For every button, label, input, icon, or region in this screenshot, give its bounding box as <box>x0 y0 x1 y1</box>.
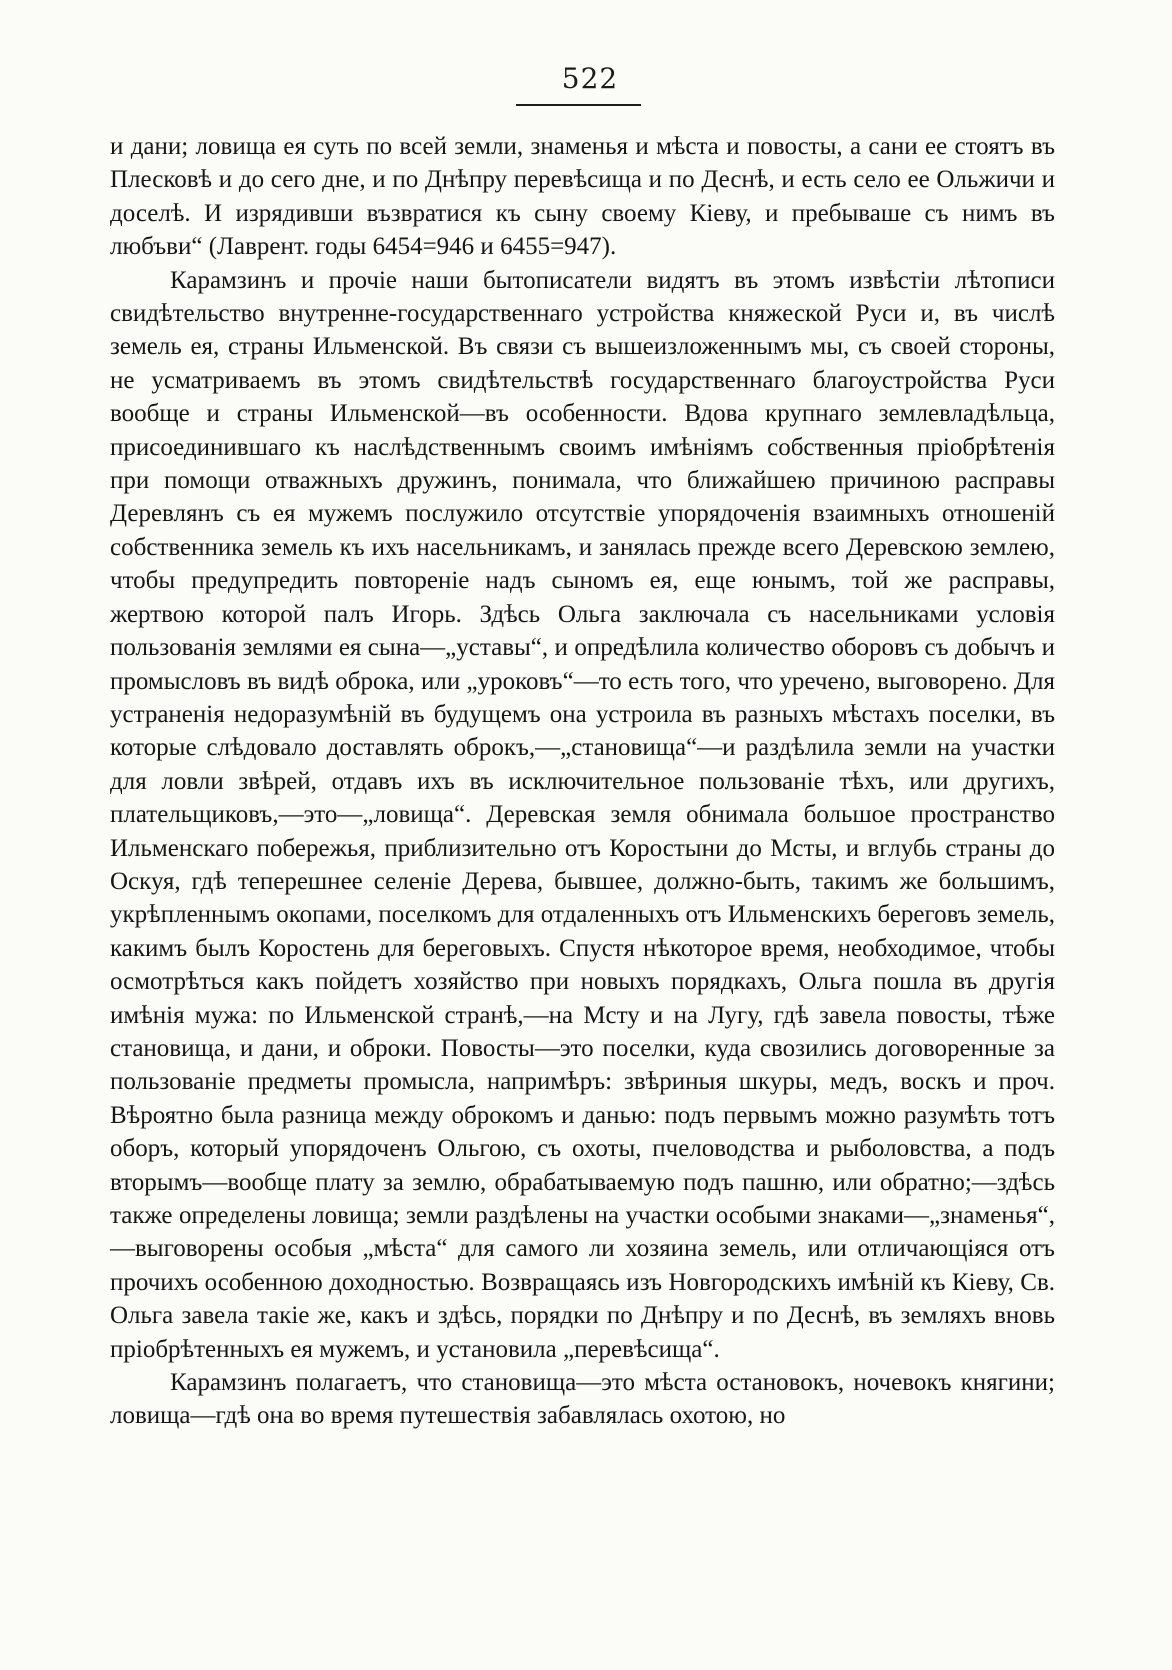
paragraph-karamzin-opinion: Карамзинъ полагаетъ, что становища—это мѣста остановокъ, ночевокъ княгини; ловища—гдѣ она во время путешествія забавлялась охотою, но <box>110 1369 1055 1430</box>
body-text <box>110 130 1055 1433</box>
paragraph-continuation: и дани; ловища ея суть по всей земли, знаменья и мѣста и повосты, а сани ее стоятъ въ Плесковѣ и до сего дне, и по Днѣпру перевѣсища и по Деснѣ, и есть село ее Ольжичи и доселѣ. И изрядивши възвратися къ сыну своему Кіеву, и пребываше съ нимъ въ любъви“ (Лаврент. годы 6454=946 и 6455=947). <box>110 133 1055 261</box>
header-rule <box>516 104 641 106</box>
page-header <box>0 62 1172 95</box>
paragraph-karamzin-view: Карамзинъ и прочіе наши бытописатели видятъ въ этомъ извѣстіи лѣтописи свидѣтельство внутренне-государственнаго устройства княжеской Руси и, въ числѣ земель ея, страны Ильменской. Въ связи съ вышеизложеннымъ мы, съ своей стороны, не усматриваемъ въ этомъ свидѣтельствѣ государственнаго благоустройства Руси вообще и страны Ильменской—въ особенности. Вдова крупнаго землевладѣльца, присоединившаго къ наслѣдственнымъ своимъ имѣніямъ собственныя пріобрѣтенія при помощи отважныхъ дружинъ, понимала, что ближайшею причиною расправы Деревлянъ съ ея мужемъ послужило отсутствіе упорядоченія взаимныхъ отношеній собственника земель къ ихъ насельникамъ, и занялась прежде всего Деревскою землею, чтобы предупредить повтореніе надъ сыномъ ея, еще юнымъ, той же расправы, жертвою которой палъ Игорь. Здѣсь Ольга заключала съ насельниками условія пользованія землями ея сына—„уставы“, и опредѣлила количество оборовъ съ добычъ и промысловъ въ видѣ оброка, или „уроковъ“—то есть того, что уречено, выговорено. Для устраненія недоразумѣній въ будущемъ она устроила въ разныхъ мѣстахъ поселки, въ которые слѣдовало доставлять оброкъ,—„становища“—и раздѣлила земли на участки для ловли звѣрей, отдавъ ихъ въ исключительное пользованіе тѣхъ, или другихъ, плательщиковъ,—это—„ловища“. Деревская земля обнимала большое пространство Ильменскаго побережья, приблизительно отъ Коростыни до Мсты, и вглубь страны до Оскуя, гдѣ теперешнее селеніе Дерева, бывшее, должно-быть, такимъ же большимъ, укрѣпленнымъ окопами, поселкомъ для отдаленныхъ отъ Ильменскихъ береговъ земель, какимъ былъ Коростень для береговыхъ. Спустя нѣкоторое время, необходимое, чтобы осмотрѣться какъ пойдетъ хозяйство при новыхъ порядкахъ, Ольга пошла въ другія имѣнія мужа: по Ильменской странѣ,—на Мсту и на Лугу, гдѣ завела повосты, тѣже становища, и дани, и оброки. Повосты—это поселки, куда свозились договоренные за пользованіе предметы промысла, напримѣръ: звѣриныя шкуры, медъ, воскъ и проч. Вѣроятно была разница между оброкомъ и данью: подъ первымъ можно разумѣть тотъ оборъ, который упорядоченъ Ольгою, съ охоты, пчеловодства и рыболовства, а подъ вторымъ—вообще плату за землю, обрабатываемую подъ пашню, или обратно;—здѣсь также определены ловища; земли раздѣлены на участки особыми знаками—„знаменья“,—выговорены особыя „мѣста“ для самого ли хозяина земель, или отличающіяся отъ прочихъ особенною доходностью. Возвращаясь изъ Новгородскихъ имѣній къ Кіеву, Св. Ольга завела такіе же, какъ и здѣсь, порядки по Днѣпру и по Деснѣ, въ земляхъ вновь пріобрѣтенныхъ ея мужемъ, и установила „перевѣсища“. <box>110 266 1055 1363</box>
page-number: 522 <box>561 62 619 95</box>
